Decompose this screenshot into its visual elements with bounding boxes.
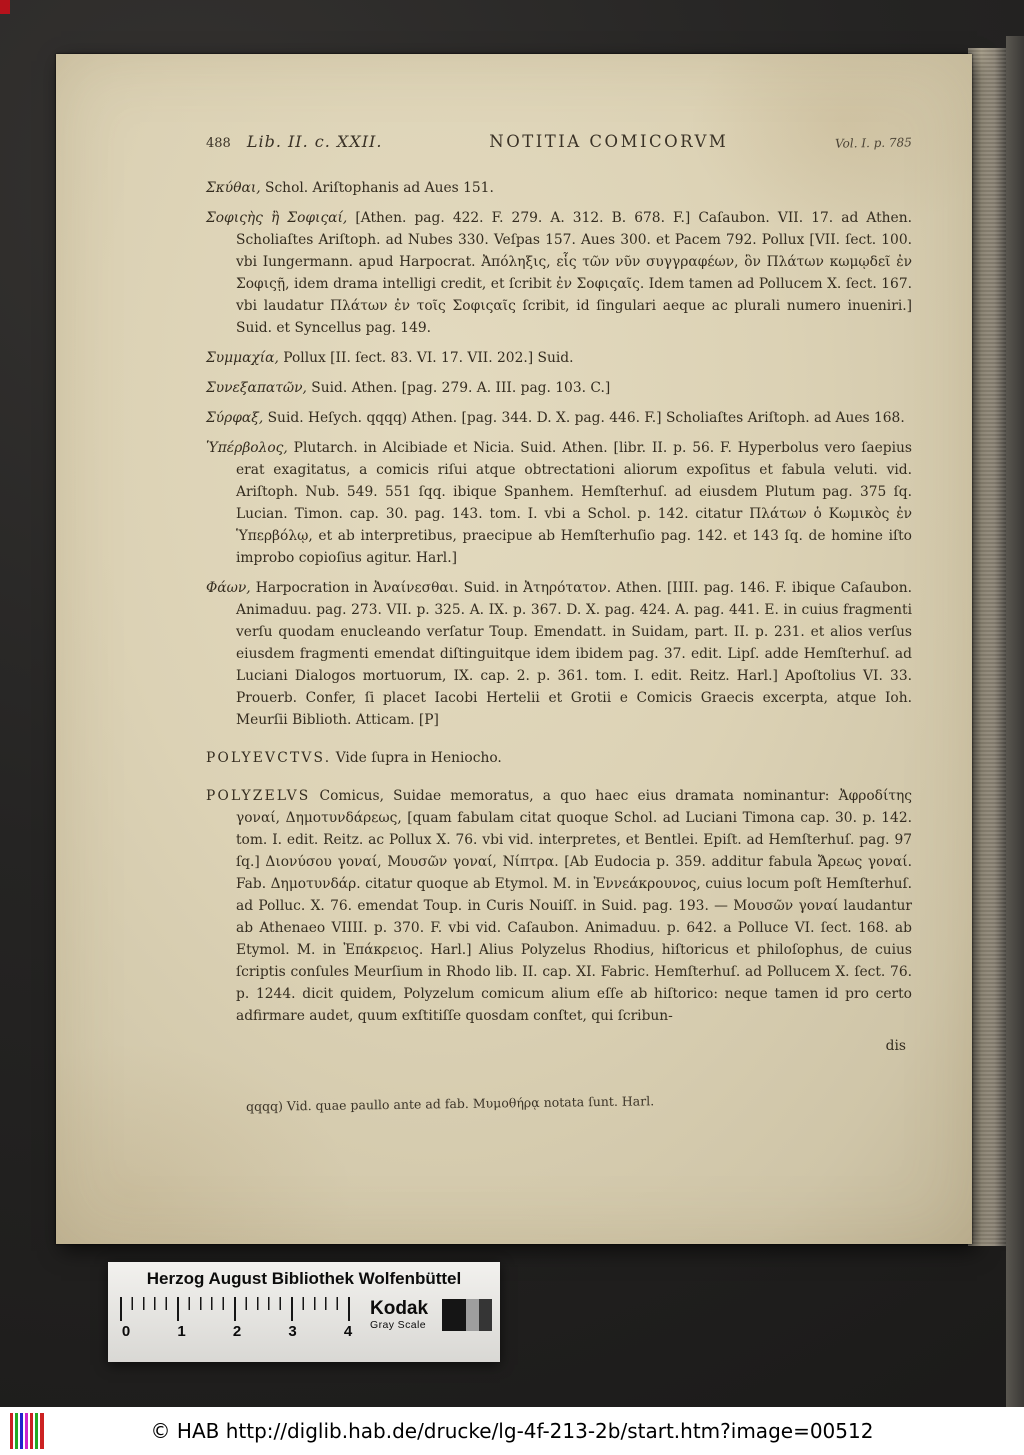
copyright-text: © HAB http://diglib.hab.de/drucke/lg-4f-213-2b/start.htm?image=00512: [150, 1419, 874, 1443]
ruler-numbers: [120, 1323, 354, 1340]
entry-headword: Συμμαχία,: [206, 350, 279, 366]
entry-headword: POLYZELVS: [206, 788, 311, 804]
swatch-black: [442, 1299, 466, 1331]
volume-reference: Vol. I. p. 785: [835, 135, 913, 151]
entry-synexapaton: [206, 377, 912, 399]
swatch-light-gray: [466, 1299, 479, 1331]
entry-text: Suid. Athen. [pag. 279. A. III. pag. 103. C.]: [311, 380, 611, 396]
running-title: NOTITIA COMICORVM: [489, 132, 729, 151]
page-number: 488: [206, 136, 231, 151]
entry-headword: Σκύθαι,: [206, 180, 261, 196]
entry-text: [Athen. pag. 422. F. 279. A. 312. B. 678. F.] Caſaubon. VII. 17. ad Athen. Scholiaſtes Ariſtoph. ad Nubes 330. Veſpas 157. Aues 300. et Pacem 792. Pollux [VII. ſect. 100. vbi Iungermann. apud Harpocrat. Ἀπόληξις, εἷς τῶν νῦν συγγραφέων, ὃν Πλάτων κωμῳδεῖ ἐν Σοφιςῇ, idem drama intelligi credit, et ſcribit ἐν Σοφιςαῖς. Idem tamen ad Pollucem X. ſect. 167. vbi laudatur Πλάτων ἐν τοῖς Σοφιςαῖς ſcribit, id ſingulari aeque ac plurali numero inueniri.] Suid. et Syncellus pag. 149.: [236, 210, 912, 336]
entry-symmachia: [206, 347, 912, 369]
entry-headword: Σοφιςὴς ἢ Σοφιςαί,: [206, 210, 348, 226]
ruler-number: 1: [177, 1323, 186, 1340]
entry-phaon: [206, 577, 912, 731]
ruler-ticks: [120, 1297, 350, 1321]
ruler-number: 3: [288, 1323, 297, 1340]
kodak-label: [370, 1299, 428, 1331]
ruler-number: 4: [343, 1323, 353, 1340]
entry-headword: Φάων,: [206, 580, 251, 596]
entry-sophistes: [206, 207, 912, 339]
scale-row: [108, 1289, 500, 1340]
gray-scale-label: Gray Scale: [370, 1319, 426, 1331]
entry-text: Plutarch. in Alcibiade et Nicia. Suid. Athen. [libr. II. p. 56. F. Hyperbolus vero ſaepius erat exagitatus, a comicis riſui atque obtrectationi aliorum expoſitus et fabula veluti. vid. Ariſtoph. Nub. 549. 551 ſqq. ibique Spanhem. Hemſterhuſ. ad eiusdem Plutum pag. 375 ſq. Lucian. Timon. cap. 30. pag. 143. tom. I. vbi a Schol. p. 142. citatur Πλάτων ὁ Κωμικὸς ἐν Ὑπερβόλῳ, et ab interpretibus, praecipue ab Hemſterhuſio pag. 142. et 143 ſq. de homine iſto improbo copioſius agitur. Harl.]: [236, 440, 913, 566]
entry-text: Schol. Ariſtophanis ad Aues 151.: [265, 180, 494, 196]
red-corner-mark: [0, 0, 10, 14]
entry-skythai: [206, 177, 912, 199]
cm-ruler: [120, 1297, 354, 1340]
library-name: Herzog August Bibliothek Wolfenbüttel: [146, 1269, 462, 1288]
page-header: [206, 132, 912, 151]
gray-scale-swatches: [442, 1299, 492, 1331]
entry-polyzelus: [206, 785, 912, 1027]
copyright-bar: [0, 1407, 1024, 1455]
entry-headword: Σύρφαξ,: [206, 410, 264, 426]
entry-text: Harpocration in Ἀναίνεσθαι. Suid. in Ἀτηρότατον. Athen. [IIII. pag. 146. F. ibique Caſaubon. Animaduu. pag. 273. VII. p. 325. A. IX. p. 367. D. X. pag. 424. A. pag. 441. E. in cuius fragmenti verſu quodam enucleando verſatur Toup. Emendatt. in Suidam, part. II. p. 231. et alios verſus eiusdem fragmenti emendat diſtinguitque idem ibidem pag. 37. edit. Lipſ. adde Hemſterhuſ. ad Luciani Dialogos mortuorum, IX. cap. 2. p. 361. tom. I. edit. Reitz. Harl.] Apoſtolius VI. 33. Prouerb. Confer, ſi placet Iacobi Hertelii et Grotii e Comicis Graecis excerpta, atque Ioh. Meurſii Biblioth. Atticam. [P]: [236, 580, 912, 728]
kodak-brand: Kodak: [370, 1298, 429, 1319]
entry-text: Suid. Heſych. qqqq) Athen. [pag. 344. D. X. pag. 446. F.] Scholiaſtes Ariſtoph. ad Aues 168.: [267, 410, 905, 426]
ruler-number: 2: [232, 1323, 242, 1340]
entry-text: Vide ſupra in Heniocho.: [335, 750, 502, 766]
library-info-card: [108, 1262, 500, 1362]
entry-text: Comicus, Suidae memoratus, a quo haec eius dramata nominantur: Ἀφροδίτης γοναί, Δημοτυνδάρεως, [quam fabulam citat quoque Schol. ad Luciani Timona cap. 30. p. 142. tom. I. edit. Reitz. ac Pollux X. 76. vbi vid. interpretes, et Bentlei. Epiſt. ad Hemſterhuſ. pag. 97 ſq.] Διονύσου γοναί, Μουσῶν γοναί, Νίπτρα. [Ab Eudocia p. 359. additur fabula Ἄρεως γοναί. Fab. Δημοτυνδάρ. citatur quoque ab Etymol. M. in Ἐννεάκρουνος, cuius locum poſt Hemſterhuſ. ad Polluc. X. 76. emendat Toup. in Curis Nouiſſ. in Suid. pag. 193. — Μουσῶν γοναί laudantur ab Athenaeo VIIII. p. 370. F. vbi vid. Caſaubon. Animaduu. p. 642. a Polluce VI. ſect. 168. ab Etymol. M. in Ἐπάκρειος. Harl.] Alius Polyzelus Rhodius, hiſtoricus et philoſophus, de cuius ſcriptis conſules Meurſium in Rhodo lib. II. cap. XI. Fabric. Hemſterhuſ. ad Pollucem X. ſect. 76. p. 1244. dicit quidem, Polyzelum comicum alium eſſe ab hiſtorico: neque tamen id pro certo adfirmare audet, quum exſtitiſſe quosdam conſtet, qui ſcribun-: [236, 788, 912, 1024]
swatch-dark-gray: [479, 1299, 492, 1331]
entry-headword: Συνεξαπατῶν,: [206, 380, 307, 396]
scanned-book-page: [56, 54, 972, 1244]
catchword: dis: [885, 1038, 906, 1054]
entry-polyeuctus: [206, 747, 912, 769]
book-reference: Lib. II. c. XXII.: [246, 132, 383, 151]
scan-right-strip: [1006, 36, 1024, 1407]
entry-hyperbolos: [206, 437, 912, 569]
ruler-number: 0: [121, 1323, 131, 1340]
entry-text: Pollux [II. ſect. 83. VI. 17. VII. 202.] Suid.: [283, 350, 574, 366]
page-body-text: [206, 177, 912, 1057]
color-barcode-icon: [10, 1413, 44, 1449]
entry-headword: POLYEVCTVS.: [206, 750, 332, 766]
entry-headword: Ὑπέρβολος,: [206, 440, 288, 456]
entry-syrphax: [206, 407, 912, 429]
book-fore-edge: [968, 48, 1006, 1246]
footnote: qqqq) Vid. quae paullo ante ad fab. Μυμοθήρᾳ notata ſunt. Harl.: [245, 1093, 655, 1114]
